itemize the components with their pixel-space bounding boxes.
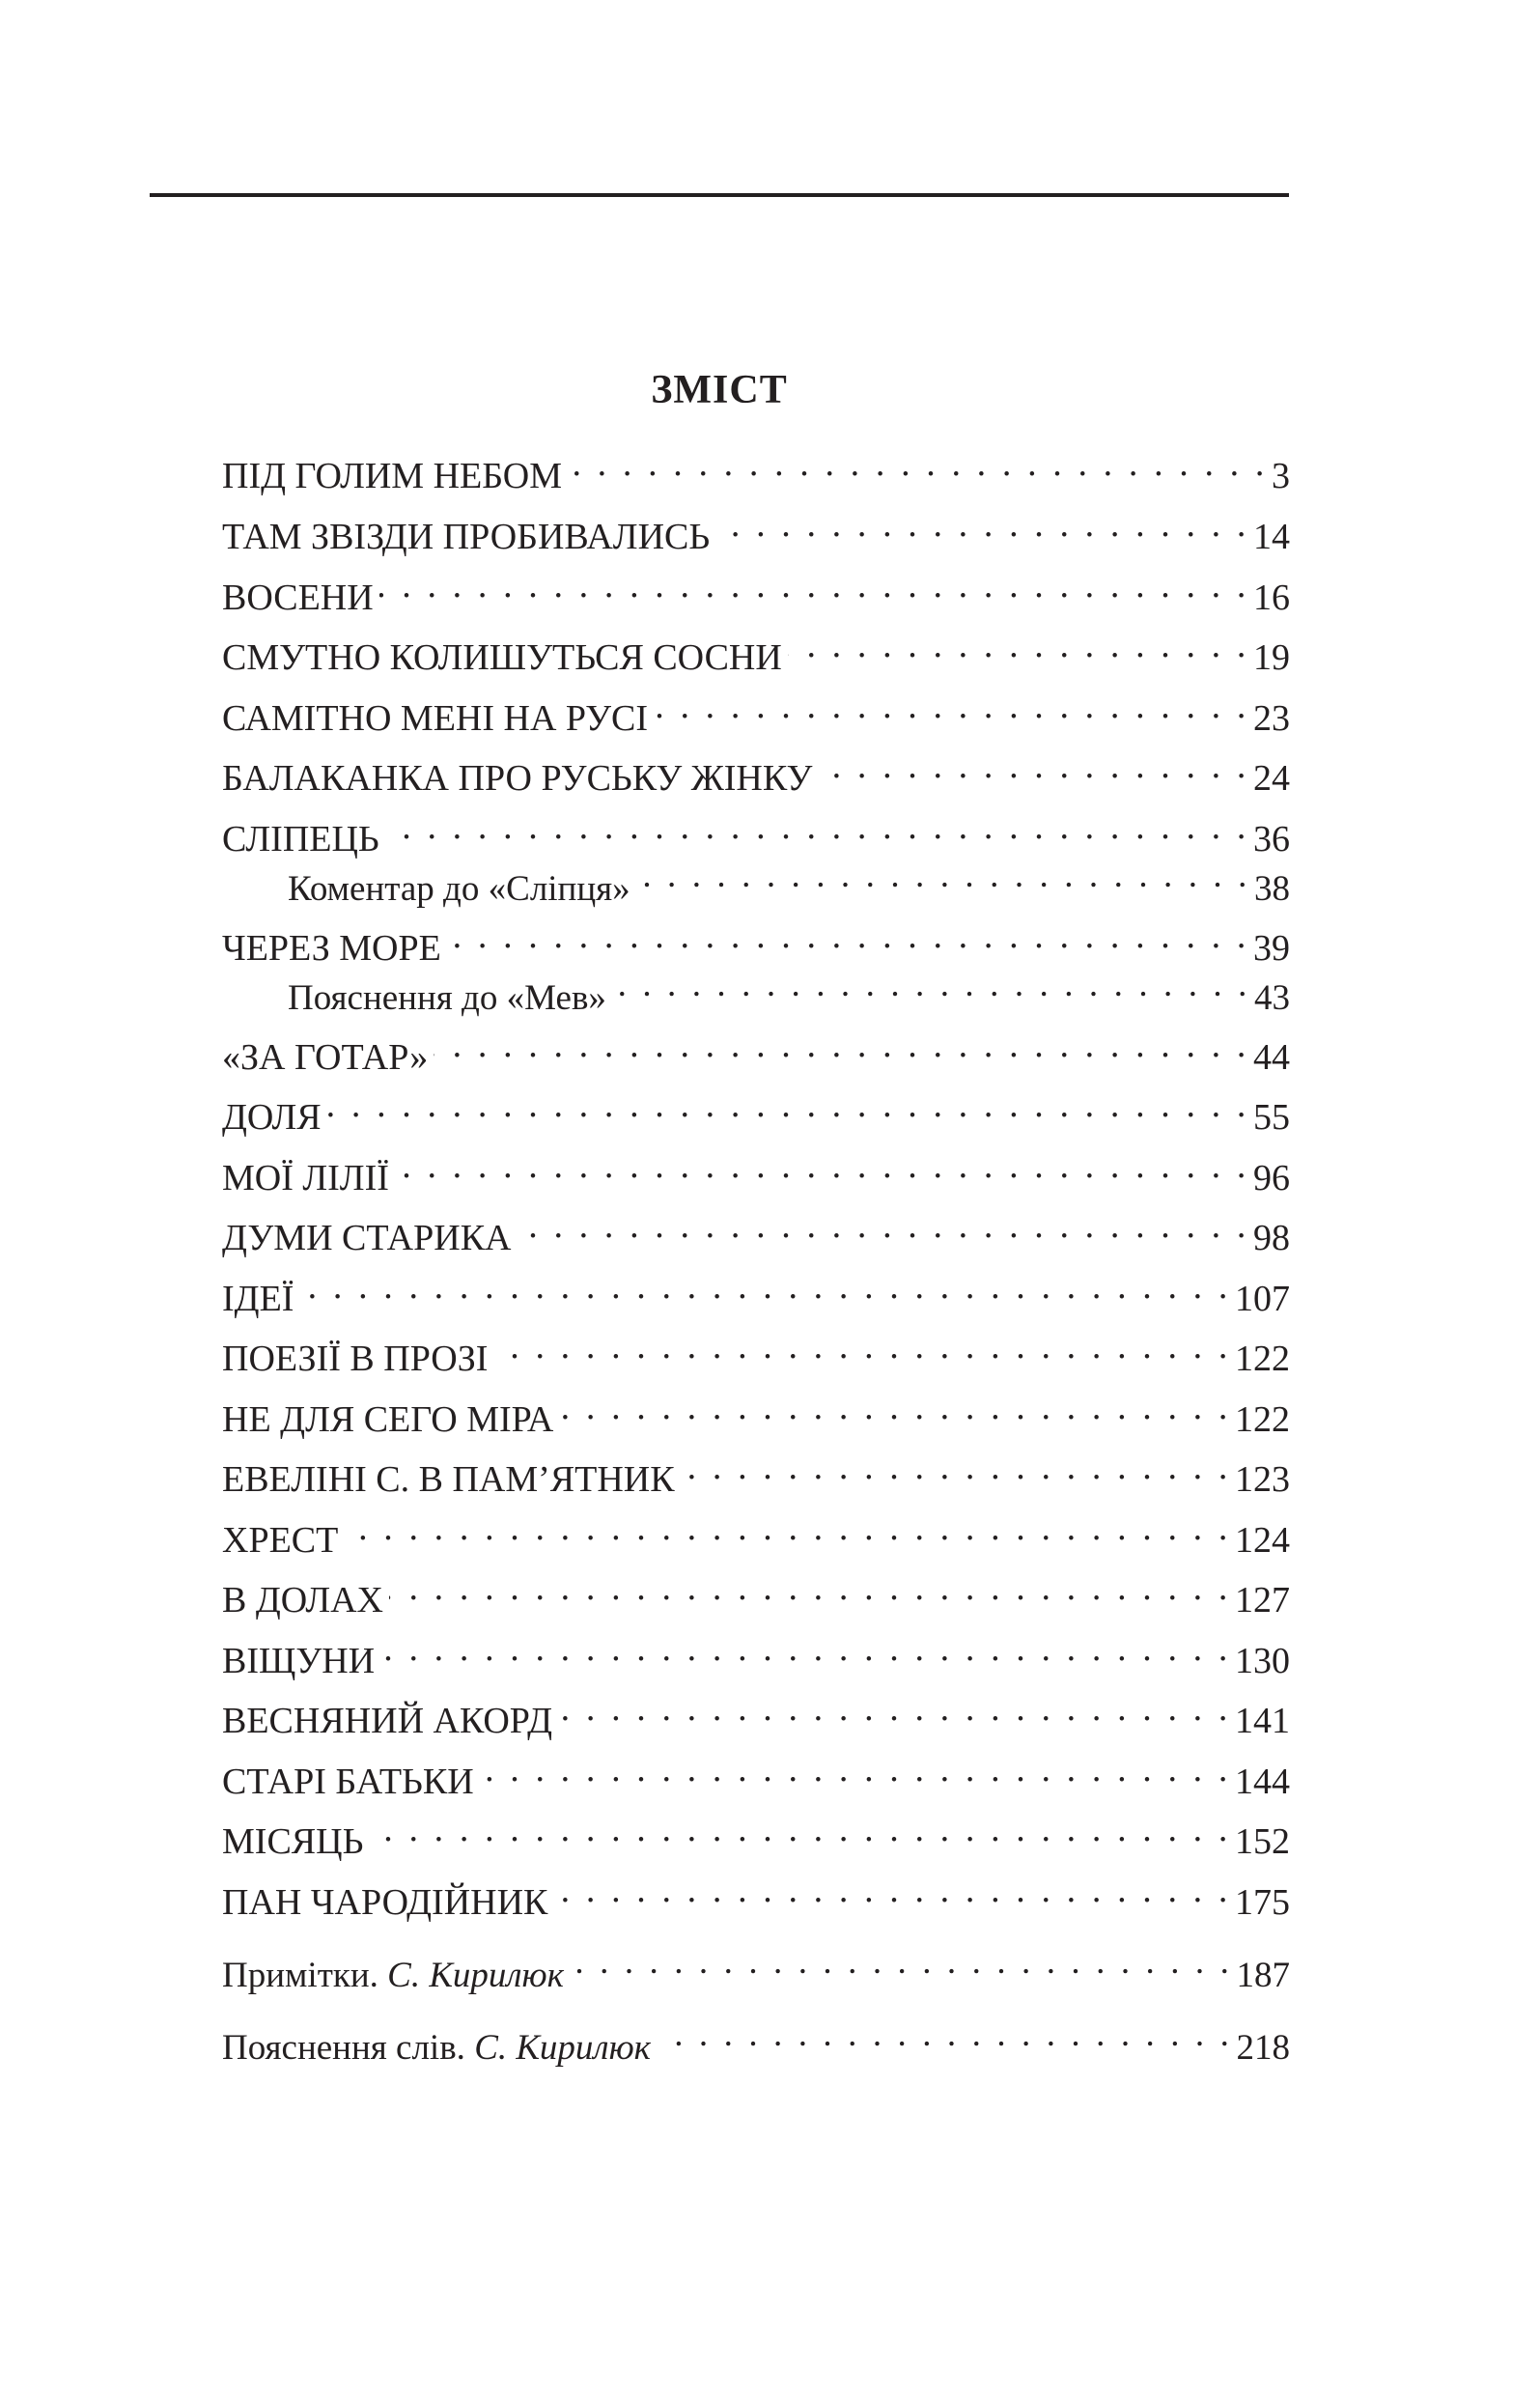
toc-dot-leader	[715, 500, 1249, 549]
toc-dot-leader	[493, 1322, 1231, 1370]
toc-entry-title: ПАН ЧАРОДІЙНИК	[222, 1882, 548, 1923]
toc-dot-leader	[788, 621, 1249, 669]
toc-entry[interactable]	[222, 1805, 1290, 1862]
toc-entry-title: МІСЯЦЬ	[222, 1821, 364, 1862]
toc-entry-title: Пояснення до «Мев»	[288, 978, 606, 1018]
toc-entry[interactable]	[222, 1262, 1290, 1319]
toc-entry[interactable]	[222, 1866, 1290, 1923]
toc-entry[interactable]	[222, 742, 1290, 799]
toc-entry-title: ЕВЕЛІНІ С. В ПАМ’ЯТНИК	[222, 1459, 675, 1500]
toc-entry-title: МОЇ ЛІЛІЇ	[222, 1158, 389, 1198]
toc-entry[interactable]	[222, 1443, 1290, 1500]
toc-page-number: 124	[1235, 1520, 1290, 1561]
toc-page-number: 130	[1235, 1641, 1290, 1681]
toc-entry-title: САМІТНО МЕНІ НА РУСІ	[222, 698, 649, 739]
toc-entry-title: БАЛАКАНКА ПРО РУСЬКУ ЖІНКУ	[222, 758, 813, 799]
toc-entry-title: ВІЩУНИ	[222, 1641, 376, 1681]
toc-dot-leader	[568, 439, 1268, 488]
toc-dot-leader	[447, 912, 1249, 960]
toc-entry[interactable]	[222, 1564, 1290, 1621]
toc-entry[interactable]	[222, 1745, 1290, 1802]
toc-page-number: 187	[1236, 1956, 1290, 1995]
glossary-author: С. Кирилюк	[474, 2028, 651, 2068]
toc-entry[interactable]	[222, 1021, 1290, 1078]
toc-entry-title: НЕ ДЛЯ СЕГО МІРА	[222, 1399, 554, 1440]
toc-page-number: 19	[1253, 637, 1290, 678]
toc-page-number: 23	[1253, 698, 1290, 739]
toc-dot-leader	[518, 1201, 1250, 1250]
toc-dot-leader	[654, 682, 1249, 730]
toc-page-number: 16	[1253, 578, 1290, 618]
toc-dot-leader	[612, 961, 1250, 1009]
toc-entry-notes[interactable]	[222, 1938, 1290, 1995]
toc-page-number: 175	[1235, 1882, 1290, 1923]
toc-entry-title: СМУТНО КОЛИШУТЬСЯ СОСНИ	[222, 637, 782, 678]
toc-dot-leader	[395, 1142, 1249, 1190]
toc-dot-leader	[369, 1805, 1231, 1853]
toc-dot-leader	[570, 1938, 1233, 1987]
toc-entry[interactable]	[222, 1322, 1290, 1379]
toc-entry-glossary[interactable]	[222, 2011, 1290, 2068]
toc-entry[interactable]	[222, 439, 1290, 496]
toc-entry-title: ЧЕРЕЗ МОРЕ	[222, 928, 441, 969]
toc-dot-leader	[327, 1081, 1249, 1129]
toc-dot-leader	[379, 561, 1249, 609]
toc-entry[interactable]	[222, 1201, 1290, 1258]
toc-page-number: 218	[1236, 2028, 1290, 2068]
toc-page-number: 39	[1253, 928, 1290, 969]
toc-page-number: 144	[1235, 1762, 1290, 1802]
toc-page-number: 38	[1254, 869, 1290, 909]
toc-page-number: 152	[1235, 1821, 1290, 1862]
toc-entry[interactable]	[222, 1504, 1290, 1561]
toc-dot-leader	[818, 742, 1249, 790]
toc-entry-title: ВЕСНЯНИЙ АКОРД	[222, 1701, 552, 1741]
toc-entry-title: СЛІПЕЦЬ	[222, 819, 379, 860]
toc-entry[interactable]	[222, 1624, 1290, 1681]
toc-entry-title: ХРЕСТ	[222, 1520, 339, 1561]
toc-entry-title: ДОЛЯ	[222, 1097, 322, 1138]
toc-entry-title: ПІД ГОЛИМ НЕБОМ	[222, 456, 563, 496]
toc-entry[interactable]	[222, 1081, 1290, 1138]
toc-page-number: 123	[1235, 1459, 1290, 1500]
toc-dot-leader	[299, 1262, 1231, 1311]
toc-entry-title: ТАМ ЗВІЗДИ ПРОБИВАЛИСЬ	[222, 517, 711, 557]
toc-entry-title	[222, 1952, 564, 2000]
toc-entry-title: ІДЕЇ	[222, 1279, 294, 1319]
toc-dot-leader	[380, 1624, 1231, 1673]
toc-entry-title: ПОЕЗІЇ В ПРОЗІ	[222, 1339, 489, 1379]
toc-dot-leader	[344, 1504, 1231, 1552]
toc-entry-title: В ДОЛАХ	[222, 1580, 383, 1621]
toc-page-number: 44	[1253, 1037, 1290, 1078]
table-of-contents	[222, 0, 1290, 2396]
toc-entry-title: Коментар до «Сліпця»	[288, 869, 630, 909]
toc-entry[interactable]	[222, 1684, 1290, 1741]
toc-dot-leader	[385, 803, 1249, 851]
toc-page-number: 107	[1235, 1279, 1290, 1319]
toc-dot-leader	[553, 1866, 1231, 1914]
toc-page-number: 141	[1235, 1701, 1290, 1741]
page-title: ЗМІСТ	[651, 368, 788, 412]
toc-page-number: 98	[1253, 1218, 1290, 1258]
toc-entry[interactable]	[222, 803, 1290, 860]
toc-entry-title: ДУМИ СТАРИКА	[222, 1218, 512, 1258]
toc-page-number: 96	[1253, 1158, 1290, 1198]
toc-entry-title: ВОСЕНИ	[222, 578, 374, 618]
toc-page-number: 127	[1235, 1580, 1290, 1621]
toc-page-number: 122	[1235, 1399, 1290, 1440]
toc-page-number: 55	[1253, 1097, 1290, 1138]
toc-entry[interactable]	[222, 1383, 1290, 1440]
glossary-label: Пояснення слів.	[222, 2028, 465, 2068]
toc-page-number: 3	[1272, 456, 1290, 496]
toc-entry[interactable]	[222, 912, 1290, 969]
toc-dot-leader	[558, 1684, 1231, 1733]
toc-page-number: 36	[1253, 819, 1290, 860]
toc-entry[interactable]	[222, 621, 1290, 678]
toc-page-number: 43	[1254, 978, 1290, 1018]
toc-dot-leader	[434, 1021, 1249, 1069]
notes-label: Примітки.	[222, 1956, 378, 1995]
toc-page-number: 122	[1235, 1339, 1290, 1379]
toc-entry-title	[222, 2024, 651, 2072]
notes-author: С. Кирилюк	[387, 1956, 564, 1995]
toc-dot-leader	[480, 1745, 1231, 1793]
toc-dot-leader	[636, 852, 1250, 900]
toc-entry-title: СТАРІ БАТЬКИ	[222, 1762, 474, 1802]
toc-dot-leader	[681, 1443, 1231, 1491]
toc-entry[interactable]	[222, 561, 1290, 618]
toc-dot-leader	[389, 1564, 1231, 1612]
toc-subentry[interactable]	[288, 961, 1290, 1018]
toc-entry[interactable]	[222, 682, 1290, 739]
toc-entry[interactable]	[222, 500, 1290, 557]
toc-dot-leader	[559, 1383, 1231, 1431]
toc-subentry[interactable]	[288, 852, 1290, 909]
toc-page-number: 14	[1253, 517, 1290, 557]
toc-entry[interactable]	[222, 1142, 1290, 1198]
toc-dot-leader	[657, 2011, 1233, 2059]
toc-page-number: 24	[1253, 758, 1290, 799]
toc-entry-title: «ЗА ГОТАР»	[222, 1037, 429, 1078]
